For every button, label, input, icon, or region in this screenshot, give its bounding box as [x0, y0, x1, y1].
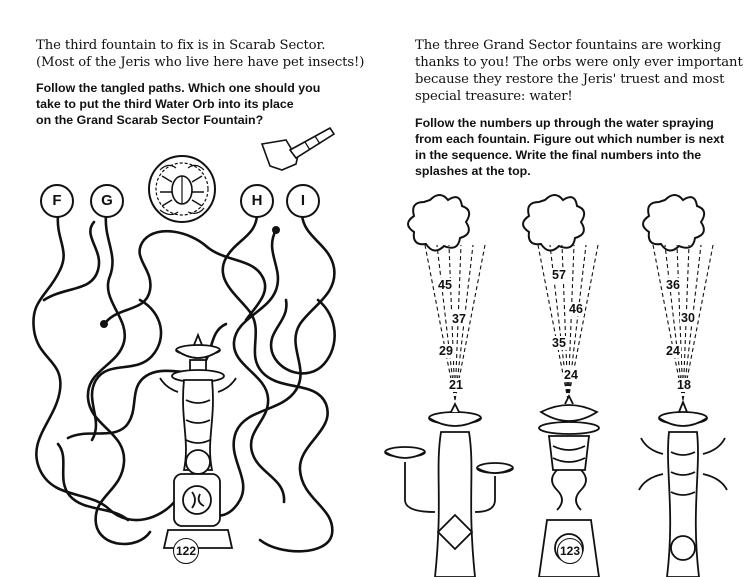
- torn-scroll-icon: [262, 128, 334, 170]
- seq1-num-3: 29: [439, 344, 453, 358]
- orb-label-h[interactable]: H: [240, 184, 274, 218]
- left-task-text: Follow the tangled paths. Which one should you take to put the third Water Orb into its place on the Grand Scarab Sector Fountain?: [36, 81, 321, 127]
- orb-label-i[interactable]: I: [286, 184, 320, 218]
- orb-label-f[interactable]: F: [40, 184, 74, 218]
- seq2-num-3: 35: [552, 336, 566, 350]
- splash-3: [643, 195, 704, 251]
- seq1-num-2: 37: [452, 312, 466, 326]
- left-page-number: 122: [173, 538, 199, 564]
- fountain-1-icon: [385, 404, 513, 577]
- seq3-num-4: 18: [677, 378, 691, 392]
- right-page: [375, 0, 750, 577]
- seq2-num-4: 24: [564, 368, 578, 382]
- orb-label-g[interactable]: G: [90, 184, 124, 218]
- right-intro-text: The three Grand Sector fountains are working thanks to you! The orbs were only ever important because they restore the Jeris' truest and most special treasure: water!: [415, 38, 743, 104]
- splash-1: [408, 195, 469, 251]
- left-intro-text: The third fountain to fix is in Scarab Sector. (Most of the Jeris who live here have pet insects!): [36, 38, 365, 70]
- seq2-num-2: 46: [569, 302, 583, 316]
- right-page-number: 123: [557, 538, 583, 564]
- seq3-num-3: 24: [666, 344, 680, 358]
- fountain-3-icon: [639, 402, 727, 577]
- seq3-num-1: 36: [666, 278, 680, 292]
- fountains-illustration: [375, 0, 750, 577]
- answer-splashes: [408, 195, 704, 251]
- seq1-num-1: 45: [438, 278, 452, 292]
- seq1-num-4: 21: [449, 378, 463, 392]
- splash-2: [523, 195, 584, 251]
- right-task-text: Follow the numbers up through the water spraying from each fountain. Figure out which number is next in the sequence. Write the final numbers into the splashes at the top.: [415, 116, 725, 178]
- seq3-num-2: 30: [681, 311, 695, 325]
- scarab-orb-icon: [149, 156, 215, 222]
- seq2-num-1: 57: [552, 268, 566, 282]
- scarab-fountain-icon: [160, 335, 236, 548]
